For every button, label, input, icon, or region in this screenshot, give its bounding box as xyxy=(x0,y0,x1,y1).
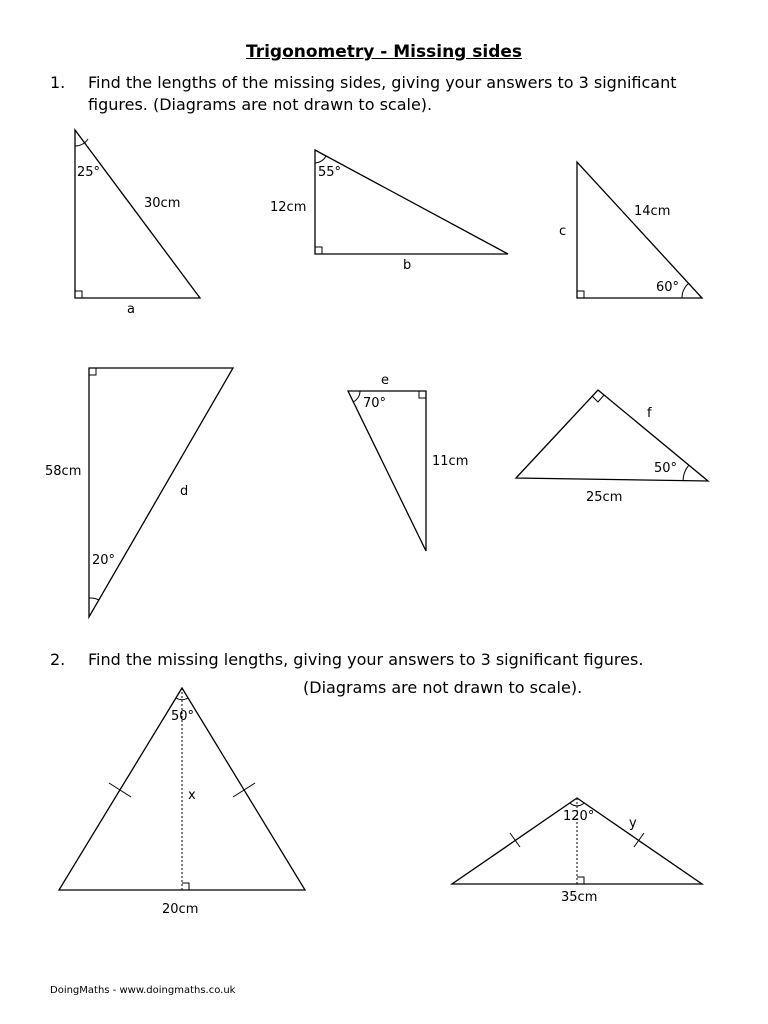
triangle-f-side: 25cm xyxy=(586,490,623,505)
triangle-e-angle: 70° xyxy=(363,396,387,411)
triangle-f xyxy=(516,390,708,505)
triangle-a-unknown: a xyxy=(127,302,135,317)
triangle-y-base: 35cm xyxy=(561,890,598,905)
triangle-x-angle: 50° xyxy=(171,709,195,724)
question-2-text: Find the missing lengths, giving your answers to 3 significant figures. xyxy=(88,650,644,669)
question-2-number: 2. xyxy=(50,650,66,669)
triangle-b xyxy=(270,150,508,273)
question-1-number: 1. xyxy=(50,73,66,92)
triangle-x-base: 20cm xyxy=(162,902,199,917)
triangle-d-angle: 20° xyxy=(92,553,116,568)
triangle-x-unknown: x xyxy=(188,788,196,803)
triangle-a xyxy=(75,130,200,317)
triangle-b-angle: 55° xyxy=(318,165,342,180)
triangle-c xyxy=(559,162,702,298)
triangle-e-side: 11cm xyxy=(432,454,469,469)
triangle-d-unknown: d xyxy=(180,484,189,499)
footer-credit: DoingMaths - www.doingmaths.co.uk xyxy=(50,985,236,996)
triangle-y xyxy=(452,798,702,905)
triangle-y-angle: 120° xyxy=(563,809,595,824)
triangle-c-angle: 60° xyxy=(656,280,680,295)
triangle-d-side: 58cm xyxy=(45,464,82,479)
triangle-y-unknown: y xyxy=(629,816,637,831)
triangle-c-hypotenuse: 14cm xyxy=(634,204,671,219)
triangle-e-unknown: e xyxy=(381,373,389,388)
triangle-a-hypotenuse: 30cm xyxy=(144,196,181,211)
triangle-d xyxy=(45,368,233,617)
triangle-x xyxy=(59,688,305,917)
triangle-f-unknown: f xyxy=(647,406,652,421)
triangle-a-angle: 25° xyxy=(77,165,101,180)
page-title: Trigonometry - Missing sides xyxy=(245,42,523,62)
question-1-text: Find the lengths of the missing sides, giving your answers to 3 significant figures. (Diagrams are not drawn to scale). xyxy=(88,73,677,114)
triangle-c-unknown: c xyxy=(559,224,567,239)
triangle-b-unknown: b xyxy=(403,258,412,273)
triangle-b-side: 12cm xyxy=(270,200,307,215)
triangle-f-angle: 50° xyxy=(654,461,678,476)
question-2-note: (Diagrams are not drawn to scale). xyxy=(303,678,583,697)
triangle-e xyxy=(348,373,468,551)
